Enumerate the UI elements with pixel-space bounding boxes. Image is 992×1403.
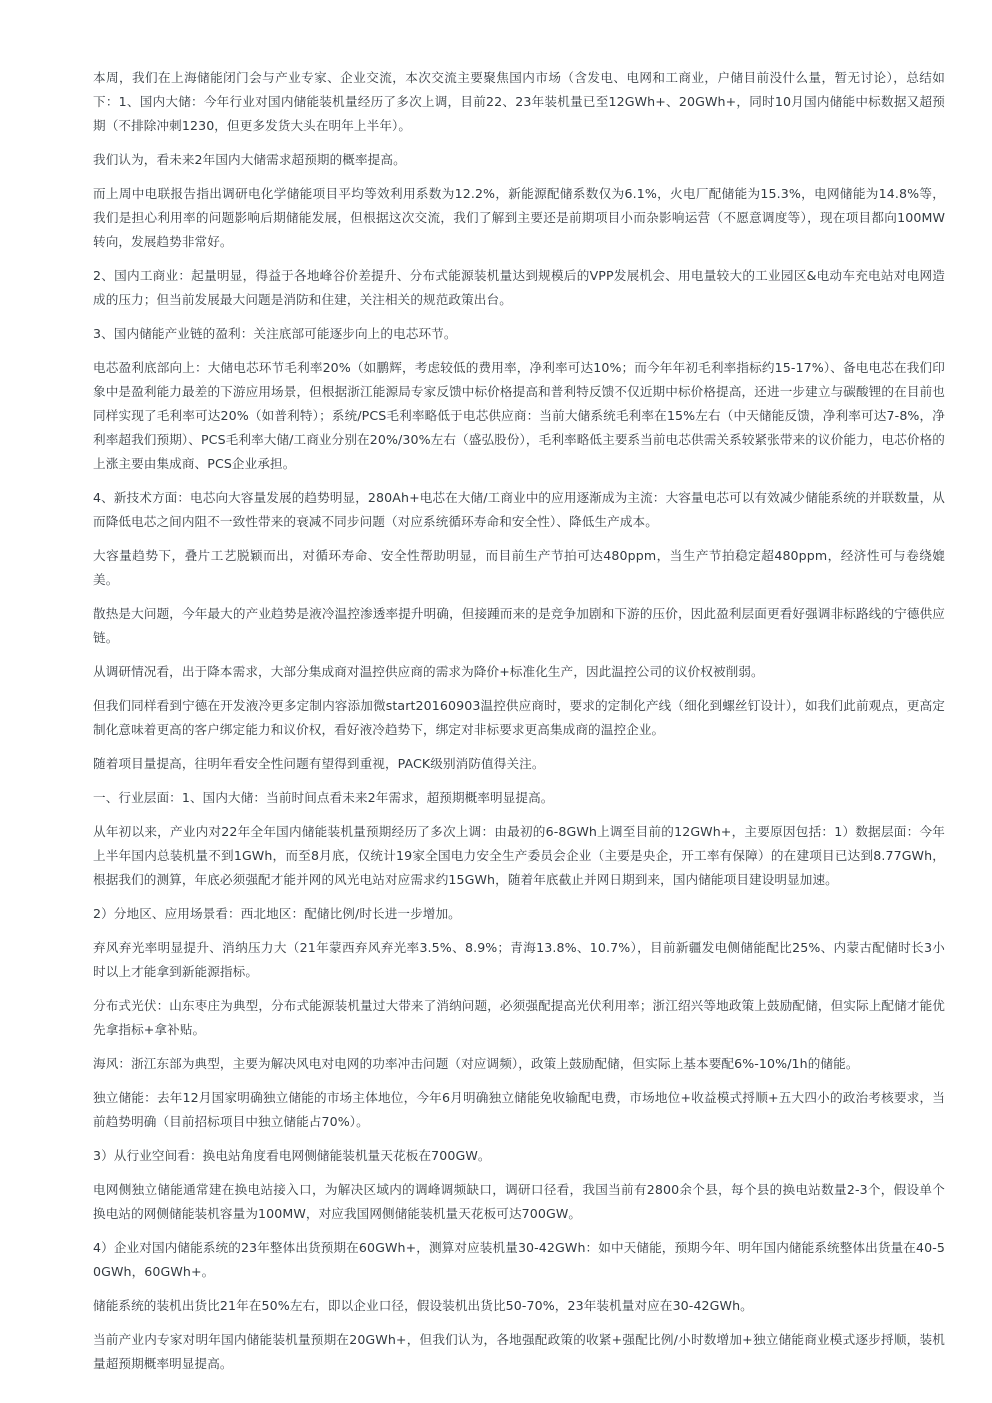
paragraph-survey: 从调研情况看，出于降本需求，大部分集成商对温控供应商的需求为降价+标准化生产，因此温控公司的议价权被削弱。 [93,664,764,679]
document-body [93,66,945,1386]
paragraph-thermal: 散热是大问题，今年最大的产业趋势是液冷温控渗透率提升明确，但接踵而来的是竞争加剧和下游的压价，因此盈利层面更看好强调非标路线的宁德供应链。 [93,606,945,645]
paragraph-independent: 独立储能：去年12月国家明确独立储能的市场主体地位，今年6月明确独立储能免收输配电费，市场地位+收益模式捋顺+五大四小的政治考核要求，当前趋势明确（目前招标项目中独立储能占70%）。 [93,1090,945,1129]
paragraph-safety: 随着项目量提高，往明年看安全性问题有望得到重视，PACK级别消防值得关注。 [93,756,545,771]
paragraph-grid-side: 电网侧独立储能通常建在换电站接入口，为解决区域内的调峰调频缺口，调研口径看，我国当前有2800余个县，每个县的换电站数量2-3个，假设单个换电站的网侧储能装机容量为100MW，对应我国网侧储能装机量天花板可达700GW。 [93,1182,945,1221]
paragraph-year-start: 从年初以来，产业内对22年全年国内储能装机量预期经历了多次上调：由最初的6-8GWh上调至目前的12GWh+，主要原因包括：1）数据层面：今年上半年国内总装机量不到1GWh，而至8月底，仅统计19家全国电力安全生产委员会企业（主要是央企，开工率有保障）的在建项目已达到8.77GWh，根据我们的测算，年底必须强配才能并网的风光电站对应需求约15GWh，随着年底截止并网日期到来，国内储能项目建设明显加速。 [93,824,945,887]
paragraph-space: 3）从行业空间看：换电站角度看电网侧储能装机量天花板在700GW。 [93,1148,491,1163]
paragraph-new-tech: 4、新技术方面：电芯向大容量发展的趋势明显，280Ah+电芯在大储/工商业中的应用逐渐成为主流：大容量电芯可以有效减少储能系统的并联数量，从而降低电芯之间内阻不一致性带来的衰减不同步问题（对应系统循环寿命和安全性）、降低生产成本。 [93,490,945,529]
paragraph-utilization: 而上周中电联报告指出调研电化学储能项目平均等效利用系数为12.2%，新能源配储系数仅为6.1%，火电厂配储能为15.3%，电网储能为14.8%等，我们是担心利用率的问题影响后期储能发展，但根据这次交流，我们了解到主要还是前期项目小而杂影响运营（不愿意调度等），现在项目都向100MW转向，发展趋势非常好。 [93,186,945,249]
paragraph-offshore-wind: 海风：浙江东部为典型，主要为解决风电对电网的功率冲击问题（对应调频），政策上鼓励配储，但实际上基本要配6%-10%/1h的储能。 [93,1056,859,1071]
paragraph-region: 2）分地区、应用场景看：西北地区：配储比例/时长进一步增加。 [93,906,461,921]
paragraph-curtailment: 弃风弃光率明显提升、消纳压力大（21年蒙西弃风弃光率3.5%、8.9%；青海13.8%、10.7%），目前新疆发电侧储能配比25%、内蒙古配储时长3小时以上才能拿到新能源指标。 [93,940,945,979]
paragraph-enterprise: 4）企业对国内储能系统的23年整体出货预期在60GWh+，测算对应装机量30-42GWh：如中天储能，预期今年、明年国内储能系统整体出货量在40-50GWh，60GWh+。 [93,1240,945,1279]
paragraph-summary-intro: 本周，我们在上海储能闭门会与产业专家、企业交流，本次交流主要聚焦国内市场（含发电、电网和工商业，户储目前没什么量，暂无讨论），总结如下：1、国内大储：今年行业对国内储能装机量经历了多次上调，目前22、23年装机量已至12GWh+、20GWh+，同时10月国内储能中标数据又超预期（不排除冲刺1230，但更多发货大头在明年上半年）。 [93,70,945,133]
paragraph-catl-custom: 但我们同样看到宁德在开发液冷更多定制内容添加微start20160903温控供应商时，要求的定制化产线（细化到螺丝钉设计），如我们此前观点，更高定制化意味着更高的客户绑定能力和议价权，看好液冷趋势下，绑定对非标要求更高集成商的温控企业。 [93,698,945,737]
paragraph-view-demand: 我们认为，看未来2年国内大储需求超预期的概率提高。 [93,152,406,167]
paragraph-industry-level: 一、行业层面：1、国内大储：当前时间点看未来2年需求，超预期概率明显提高。 [93,790,554,805]
paragraph-expectation: 当前产业内专家对明年国内储能装机量预期在20GWh+，但我们认为，各地强配政策的收紧+强配比例/小时数增加+独立储能商业模式逐步捋顺，装机量超预期概率明显提高。 [93,1332,945,1371]
paragraph-commercial: 2、国内工商业：起量明显，得益于各地峰谷价差提升、分布式能源装机量达到规模后的VPP发展机会、用电量较大的工业园区&电动车充电站对电网造成的压力；但当前发展最大问题是消防和住建，关注相关的规范政策出台。 [93,268,945,307]
paragraph-profit-heading: 3、国内储能产业链的盈利：关注底部可能逐步向上的电芯环节。 [93,326,457,341]
paragraph-ratio: 储能系统的装机出货比21年在50%左右，即以企业口径，假设装机出货比50-70%，23年装机量对应在30-42GWh。 [93,1298,753,1313]
paragraph-distributed-pv: 分布式光伏：山东枣庄为典型，分布式能源装机量过大带来了消纳问题，必须强配提高光伏利用率；浙江绍兴等地政策上鼓励配储，但实际上配储才能优先拿指标+拿补贴。 [93,998,945,1037]
paragraph-cell-profit: 电芯盈利底部向上：大储电芯环节毛利率20%（如鹏辉，考虑较低的费用率，净利率可达10%；而今年年初毛利率指标约15-17%）、备电电芯在我们印象中是盈利能力最差的下游应用场景，但根据浙江能源局专家反馈中标价格提高和普利特反馈不仅近期中标价格提高，还进一步建立与碳酸锂的在目前也同样实现了毛利率可达20%（如普利特）；系统/PCS毛利率略低于电芯供应商：当前大储系统毛利率在15%左右（中天储能反馈，净利率可达7-8%，净利率超我们预期）、PCS毛利率大储/工商业分别在20%/30%左右（盛弘股份），毛利率略低主要系当前电芯供需关系较紧张带来的议价能力，电芯价格的上涨主要由集成商、PCS企业承担。 [93,360,945,471]
paragraph-stacking: 大容量趋势下，叠片工艺脱颖而出，对循环寿命、安全性帮助明显，而目前生产节拍可达480ppm，当生产节拍稳定超480ppm，经济性可与卷绕媲美。 [93,548,945,587]
